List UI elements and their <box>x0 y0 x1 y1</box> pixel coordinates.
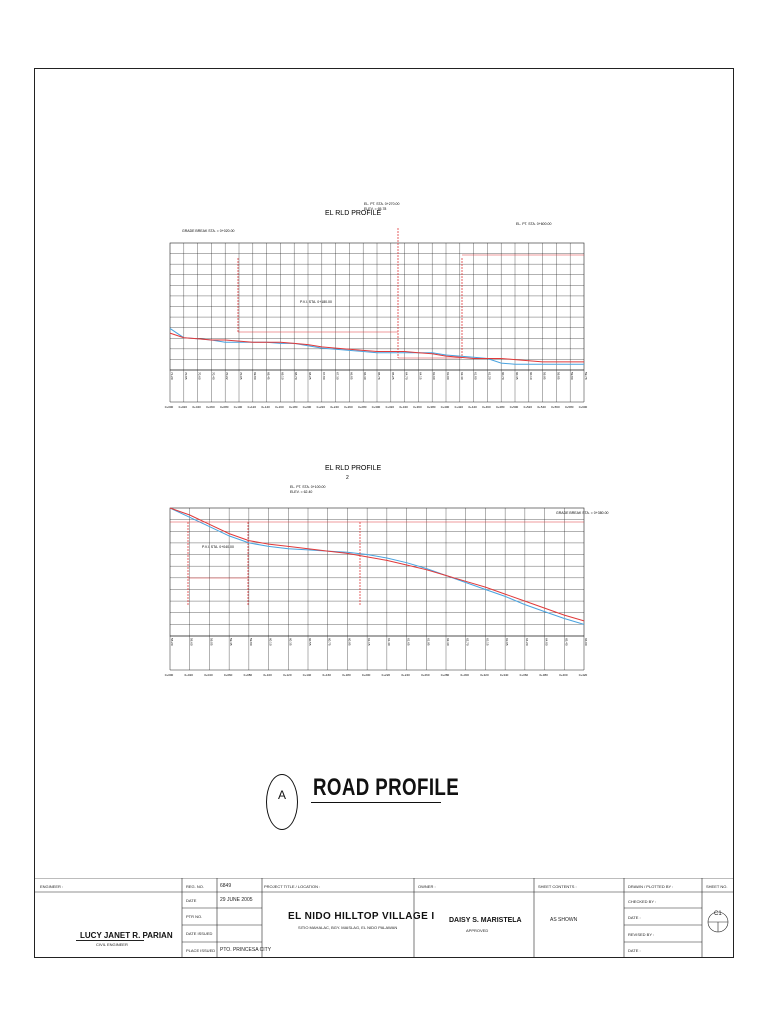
elevation-label: 69.10 <box>280 372 285 380</box>
station-label: 0+540 <box>537 405 546 409</box>
elevation-label: 60.35 <box>515 372 519 380</box>
profile2-top-note-b: ELEV. = 62.40 <box>290 490 313 494</box>
place-issued-value: PTO. PRINCESA CITY <box>220 947 272 953</box>
existing-ground-line <box>170 508 584 621</box>
elevation-label: 60.95 <box>347 638 352 646</box>
engineer-signature-line <box>76 940 144 941</box>
elevation-label: 64.80 <box>544 638 549 646</box>
elevation-label: 63.00 <box>446 372 450 380</box>
elevation-label: 62.70 <box>465 638 470 646</box>
elevation-label: 61.65 <box>406 638 411 646</box>
project-title: EL NIDO HILLTOP VILLAGE I <box>288 911 435 922</box>
sheet-no-value: C1 <box>714 911 722 917</box>
sheet-contents-label: SHEET CONTENTS : <box>538 884 577 889</box>
profile2-grid <box>170 508 584 670</box>
station-label: 0+420 <box>454 405 464 409</box>
elevation-label: 61.80 <box>473 372 478 380</box>
date-issued-label: DATE ISSUED <box>186 931 213 936</box>
elevation-label: 62.30 <box>446 638 450 646</box>
station-label: 0+000 <box>164 405 174 409</box>
station-label: 0+080 <box>219 405 229 409</box>
place-issued-label: PLACE ISSUED <box>186 948 216 953</box>
sheet-no-label: SHEET NO. <box>706 884 728 889</box>
station-label: 0+000 <box>164 673 174 677</box>
elevation-label: 60.55 <box>308 638 312 646</box>
station-label: 0+040 <box>204 673 213 677</box>
elevation-label: 68.70 <box>294 372 299 380</box>
station-label: 0+160 <box>275 405 284 409</box>
station-label: 0+360 <box>413 405 422 409</box>
checked-by-label: CHECKED BY : <box>628 899 657 904</box>
elevation-label: 66.30 <box>363 372 368 380</box>
elevation-label: 70.22 <box>225 372 230 380</box>
elevation-label: 59.05 <box>209 638 214 646</box>
road-profile-1 <box>0 0 768 430</box>
date3-label: DATE : <box>628 948 641 953</box>
station-label: 0+500 <box>509 405 519 409</box>
station-label: 0+280 <box>357 405 367 409</box>
owner-name: DAISY S. MARISTELA <box>449 917 522 924</box>
station-label: 0+140 <box>261 405 270 409</box>
station-label: 0+160 <box>322 673 331 677</box>
date-value: 29 JUNE 2005 <box>220 897 253 903</box>
station-label: 0+220 <box>316 405 326 409</box>
elevation-label: 70.60 <box>197 372 202 380</box>
station-label: 0+140 <box>302 673 312 677</box>
station-label: 0+060 <box>223 673 233 677</box>
station-label: 0+400 <box>559 673 568 677</box>
station-label: 0+320 <box>480 673 489 677</box>
station-label: 0+020 <box>178 405 188 409</box>
station-label: 0+020 <box>184 673 193 677</box>
elevation-label: 59.80 <box>248 638 253 646</box>
date2-label: DATE : <box>628 915 641 920</box>
elevation-label: 59.95 <box>542 372 547 380</box>
elevation-label: 60.70 <box>501 372 506 380</box>
revised-by-label: REVISED BY : <box>628 932 655 937</box>
elevation-label: 60.10 <box>268 638 273 646</box>
section-letter: A <box>277 788 286 802</box>
elevation-label: 59.78 <box>584 372 588 380</box>
elevation-label: 67.30 <box>335 372 340 380</box>
engineer-role: CIVIL ENGINEER <box>96 942 128 947</box>
station-label: 0+560 <box>551 405 560 409</box>
elevation-label: 58.20 <box>170 638 174 646</box>
project-label: PROJECT TITLE / LOCATION : <box>264 884 321 889</box>
elevation-label: 63.60 <box>432 372 437 380</box>
elevation-label: 59.80 <box>570 372 575 380</box>
section-title-underline <box>311 802 441 803</box>
station-label: 0+420 <box>578 673 588 677</box>
elevation-label: 65.78 <box>377 372 381 380</box>
engineer-label: ENGINEER : <box>40 884 64 889</box>
grid-frame <box>170 508 584 636</box>
elevation-label: 60.35 <box>288 638 293 646</box>
profile1-top-note-b: ELEV. = 65.78 <box>364 207 387 211</box>
profile1-top-note-a: EL. PT. STA. 0+270.00 <box>364 202 400 206</box>
reg-no-label: REG. NO. <box>186 884 205 889</box>
station-label: 0+220 <box>381 673 391 677</box>
station-label: 0+120 <box>283 673 292 677</box>
elevation-label: 59.85 <box>556 372 561 380</box>
elevation-label: 65.25 <box>390 372 395 380</box>
station-label: 0+380 <box>539 673 548 677</box>
elevation-label: 64.70 <box>404 372 409 380</box>
section-marker-circle <box>266 774 298 830</box>
profile2-top-note-a: EL. PT. STA. 0+100.00 <box>290 485 326 489</box>
station-label: 0+360 <box>519 673 529 677</box>
elevation-label: 60.75 <box>327 638 332 646</box>
elevation-label: 65.40 <box>564 638 569 646</box>
station-label: 0+200 <box>361 673 371 677</box>
station-label: 0+400 <box>440 405 450 409</box>
owner-status: APPROVED <box>466 928 489 933</box>
station-label: 0+180 <box>342 673 351 677</box>
owner-label: OWNER : <box>418 884 436 889</box>
station-label: 0+260 <box>344 405 353 409</box>
profile2-station-labels <box>165 638 588 677</box>
profile2-title: EL RLD PROFILE <box>325 465 382 472</box>
profile2-title-sub: 2 <box>346 475 349 481</box>
elevation-label: 64.15 <box>418 372 423 380</box>
reg-no-value: 6849 <box>220 883 232 889</box>
profile1-title: EL RLD PROFILE <box>325 210 382 217</box>
station-label: 0+180 <box>288 405 298 409</box>
station-label: 0+080 <box>243 673 253 677</box>
station-label: 0+280 <box>440 673 450 677</box>
station-label: 0+300 <box>460 673 469 677</box>
elevation-label: 67.80 <box>321 372 326 380</box>
station-label: 0+240 <box>401 673 410 677</box>
date-label: DATE <box>186 898 197 903</box>
elevation-label: 70.05 <box>239 372 243 380</box>
station-label: 0+120 <box>247 405 257 409</box>
project-location: SITIO MAHALAC, BGY. MAISLAG, EL NIDO PALAWAN <box>298 925 398 930</box>
elevation-label: 61.20 <box>487 372 492 380</box>
elevation-label: 61.95 <box>426 638 431 646</box>
elevation-label: 68.25 <box>308 372 312 380</box>
ptr-label: PTR NO. <box>186 914 203 919</box>
elevation-label: 66.00 <box>584 638 588 646</box>
elevation-label: 63.15 <box>485 638 490 646</box>
station-label: 0+440 <box>468 405 477 409</box>
elevation-label: 70.85 <box>183 372 188 380</box>
profile2-right-note: GRADE BREAK STA. = 0+380.00 <box>556 511 609 515</box>
station-label: 0+580 <box>564 405 574 409</box>
drawn-by-label: DRAWN / PLOTTED BY : <box>628 884 674 889</box>
station-label: 0+100 <box>263 673 272 677</box>
profile1-grid <box>170 243 584 402</box>
profile1-mid-note: P.V.I. STA. 0+180.00 <box>300 300 332 304</box>
section-title: ROAD PROFILE <box>313 774 460 801</box>
sheet-contents-value: AS SHOWN <box>550 917 578 923</box>
elevation-label: 58.60 <box>189 638 194 646</box>
station-label: 0+460 <box>482 405 491 409</box>
elevation-label: 63.65 <box>505 638 510 646</box>
elevation-label: 69.45 <box>266 372 271 380</box>
elevation-label: 59.45 <box>229 638 234 646</box>
elevation-label: 66.85 <box>349 372 354 380</box>
station-label: 0+040 <box>192 405 201 409</box>
elevation-label: 70.40 <box>211 372 216 380</box>
station-label: 0+480 <box>495 405 505 409</box>
elevation-label: 69.80 <box>252 372 257 380</box>
station-label: 0+380 <box>426 405 436 409</box>
elevation-label: 64.20 <box>524 638 529 646</box>
road-profile-2 <box>0 430 768 690</box>
elevation-label: 61.15 <box>367 638 372 646</box>
station-label: 0+320 <box>385 405 395 409</box>
station-label: 0+240 <box>330 405 339 409</box>
station-label: 0+200 <box>302 405 312 409</box>
station-label: 0+260 <box>421 673 430 677</box>
profile2-left-note: P.V.I. STA. 0+040.00 <box>202 545 234 549</box>
elevation-label: 62.40 <box>459 372 464 380</box>
station-label: 0+060 <box>206 405 215 409</box>
profile1-left-note: GRADE BREAK STA. = 0+020.00 <box>182 229 235 233</box>
profile1-right-note: EL. PT. STA. 0+600.00 <box>516 222 552 226</box>
station-label: 0+340 <box>499 673 509 677</box>
station-label: 0+340 <box>399 405 408 409</box>
elevation-label: 61.40 <box>386 638 391 646</box>
elevation-label: 71.20 <box>170 372 174 380</box>
station-label: 0+520 <box>523 405 533 409</box>
station-label: 0+600 <box>578 405 588 409</box>
profile1-station-labels <box>165 372 588 409</box>
station-label: 0+100 <box>233 405 243 409</box>
engineer-name: LUCY JANET R. PARIAN <box>80 931 173 940</box>
elevation-label: 60.10 <box>528 372 533 380</box>
station-label: 0+300 <box>371 405 381 409</box>
